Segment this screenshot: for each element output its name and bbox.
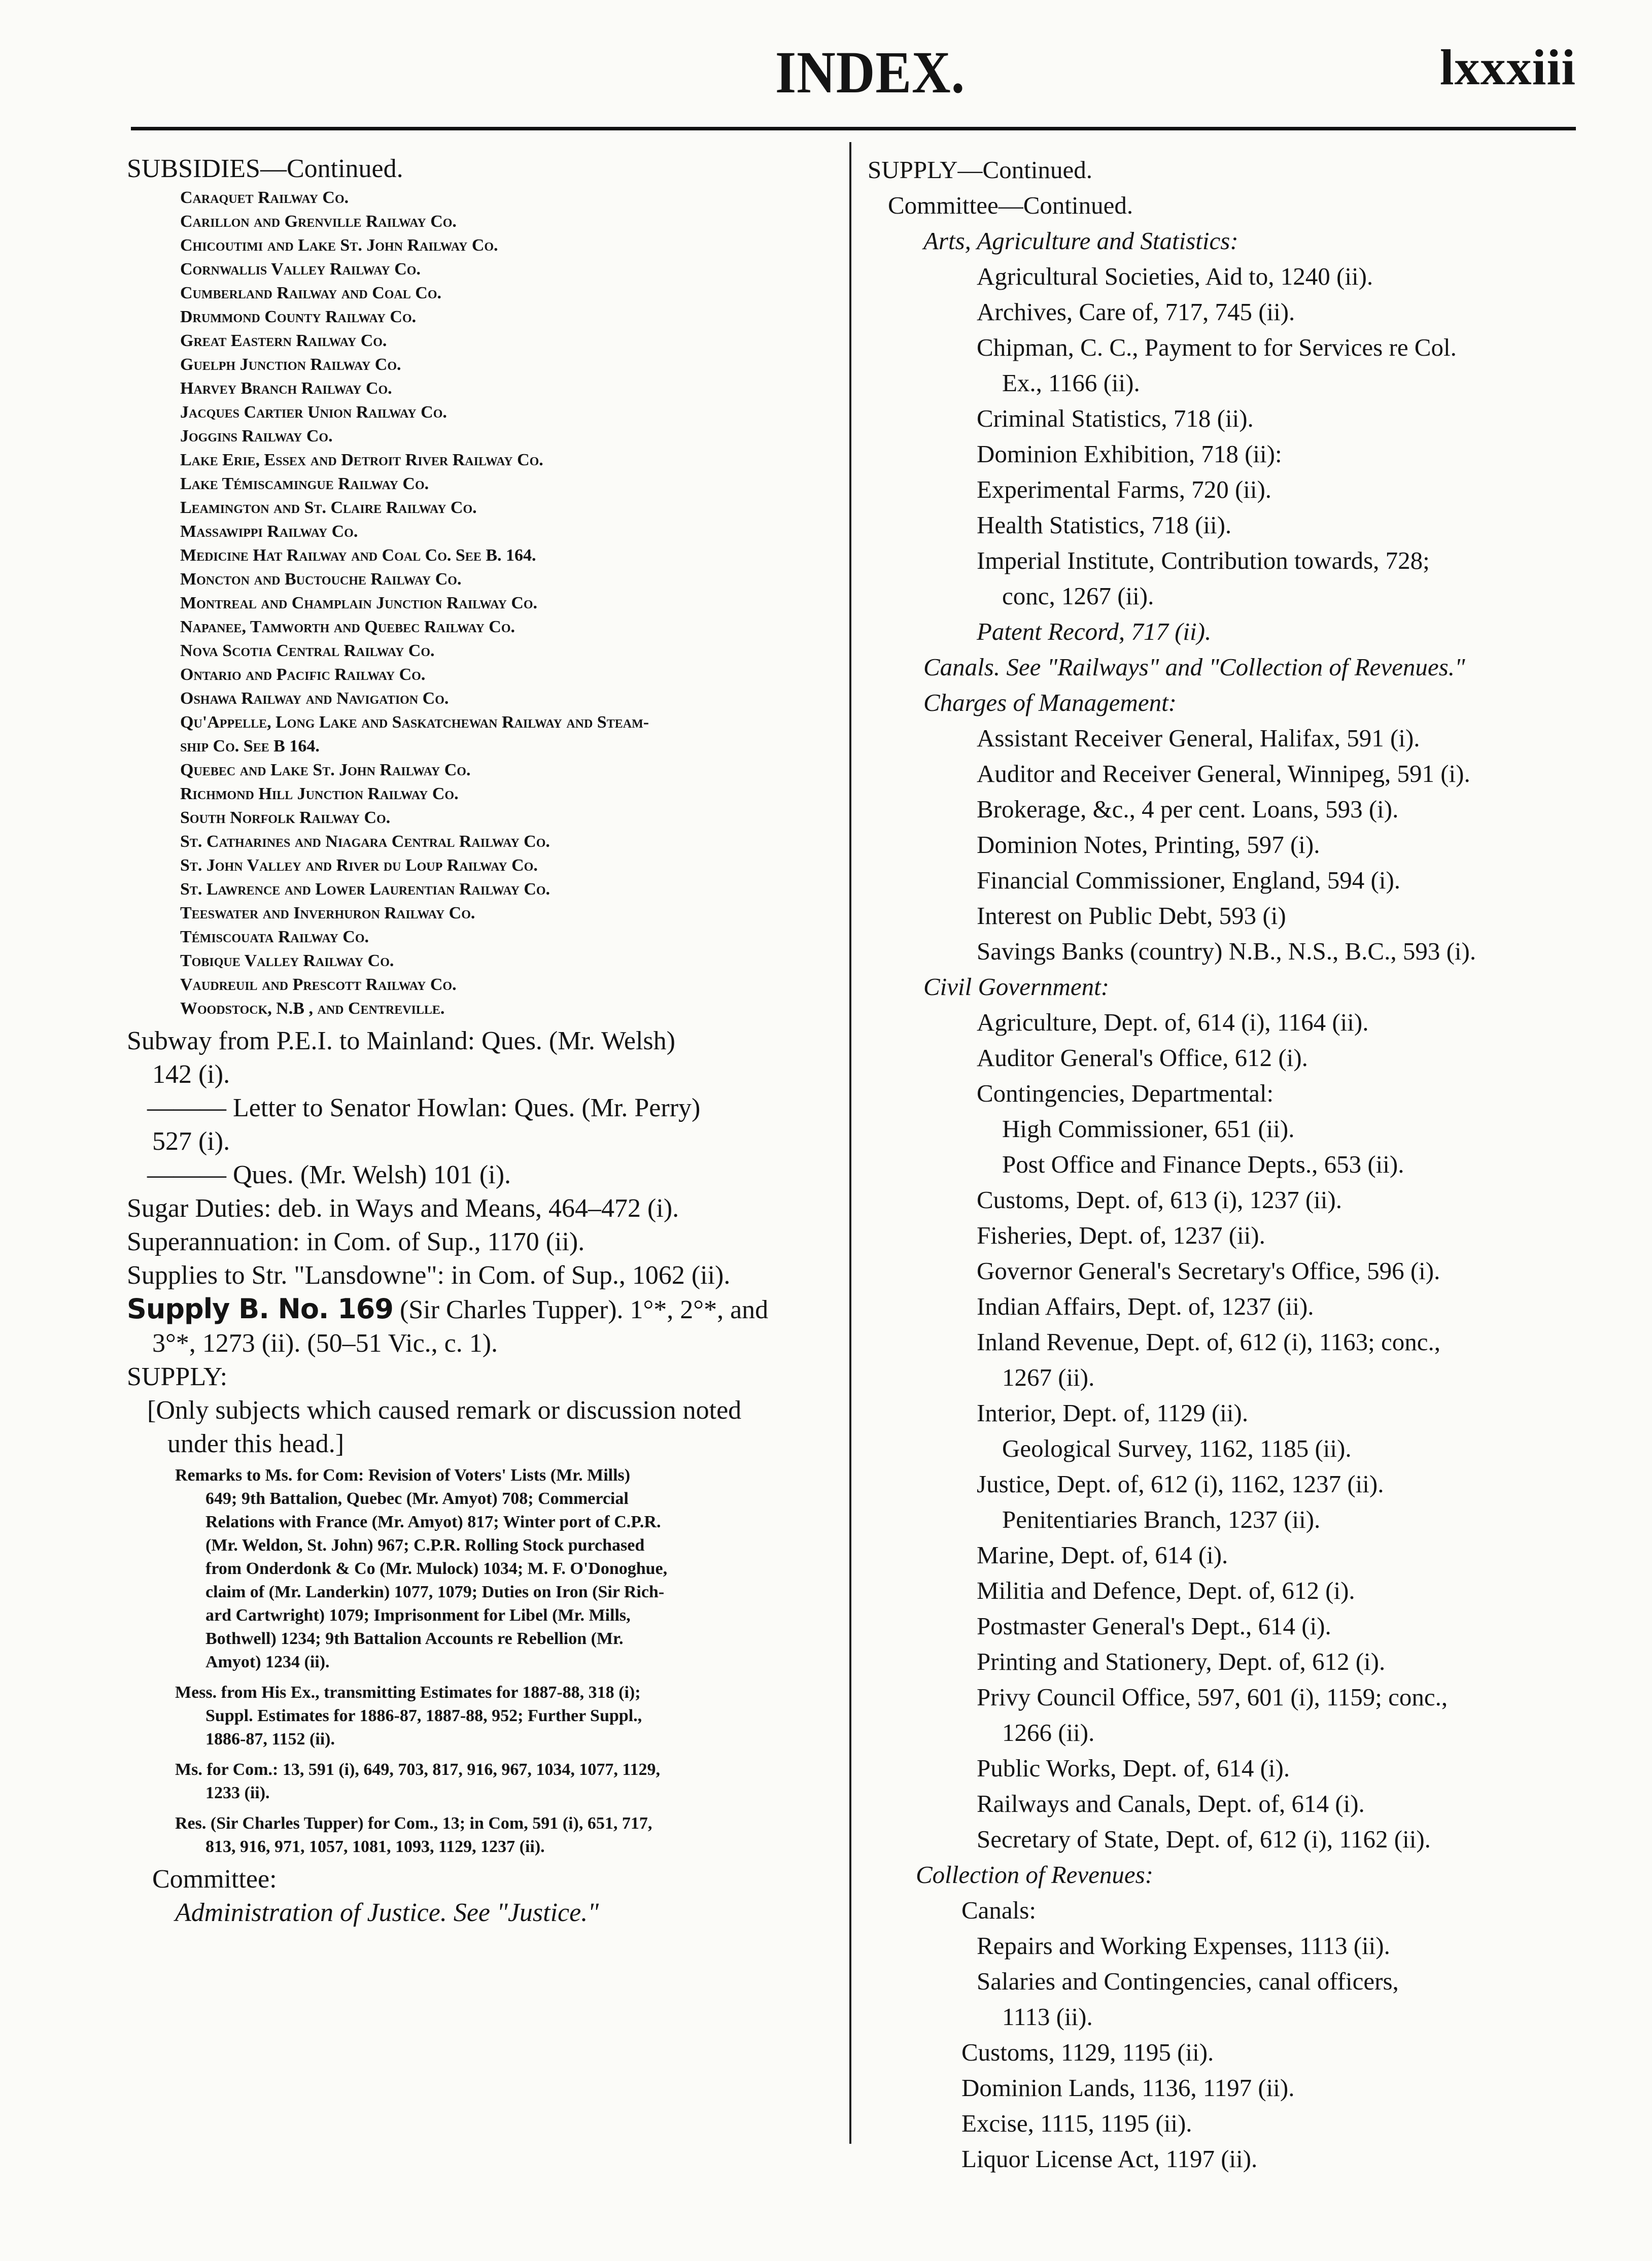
index-entry-superannuation: Superannuation: in Com. of Sup., 1170 (ii). (127, 1227, 585, 1256)
index-line: Postmaster General's Dept., 614 (i). (977, 1612, 1331, 1640)
remarks-line: Remarks to Ms. for Com: Revision of Voters' Lists (Mr. Mills) (175, 1466, 631, 1485)
railway-subsidy-item: St. Lawrence and Lower Laurentian Railway Co. (180, 880, 550, 899)
index-line: Financial Commissioner, England, 594 (i). (977, 866, 1401, 894)
index-line: Privy Council Office, 597, 601 (i), 1159; conc., (977, 1683, 1448, 1711)
railway-subsidy-list (127, 186, 835, 1020)
bill-detail: (Sir Charles Tupper). 1°*, 2°*, and (393, 1295, 769, 1324)
railway-subsidy-item: Great Eastern Railway Co. (180, 331, 387, 350)
railway-subsidy-item: Drummond County Railway Co. (180, 307, 417, 326)
railway-subsidy-item: Nova Scotia Central Railway Co. (180, 641, 435, 660)
index-entry-subway-letter-cont: 527 (i). (152, 1127, 230, 1156)
supply-heading: SUPPLY: (127, 1362, 228, 1391)
railway-subsidy-item: Joggins Railway Co. (180, 427, 333, 446)
railway-subsidy-item: Qu'Appelle, Long Lake and Saskatchewan Railway and Steam- (180, 713, 649, 732)
index-line: Public Works, Dept. of, 614 (i). (977, 1754, 1290, 1782)
index-line: Customs, 1129, 1195 (ii). (961, 2038, 1214, 2066)
resolutions-list (175, 1812, 835, 1859)
index-line: Militia and Defence, Dept. of, 612 (i). (977, 1577, 1355, 1604)
railway-subsidy-item: St. John Valley and River du Loup Railway Co. (180, 856, 538, 875)
index-line: Excise, 1115, 1195 (ii). (961, 2109, 1192, 2137)
railway-subsidy-item: Lake Témiscamingue Railway Co. (180, 474, 429, 493)
index-line: Agriculture, Dept. of, 614 (i), 1164 (ii). (977, 1008, 1369, 1036)
messages-line: Mess. from His Ex., transmitting Estimates for 1887-88, 318 (i); (175, 1683, 641, 1702)
index-line: 1266 (ii). (1002, 1719, 1095, 1746)
motions-list (175, 1758, 835, 1805)
index-line: Inland Revenue, Dept. of, 612 (i), 1163; conc., (977, 1328, 1440, 1356)
committee-heading: Committee: (152, 1865, 277, 1894)
index-line: Railways and Canals, Dept. of, 614 (i). (977, 1790, 1365, 1818)
messages-line: 1886-87, 1152 (ii). (205, 1730, 335, 1749)
railway-subsidy-item: Harvey Branch Railway Co. (180, 379, 392, 398)
railway-subsidy-item: Leamington and St. Claire Railway Co. (180, 498, 477, 517)
messages-list (175, 1681, 835, 1751)
railway-subsidy-item: Oshawa Railway and Navigation Co. (180, 689, 449, 708)
index-line: Dominion Notes, Printing, 597 (i). (977, 831, 1320, 859)
index-line: Indian Affairs, Dept. of, 1237 (ii). (977, 1292, 1314, 1320)
supply-note: [Only subjects which caused remark or discussion noted (147, 1396, 742, 1425)
railway-subsidy-item: Guelph Junction Railway Co. (180, 355, 401, 374)
index-line: Contingencies, Departmental: (977, 1079, 1274, 1107)
index-entry-sugar: Sugar Duties: deb. in Ways and Means, 464–472 (i). (127, 1194, 679, 1223)
index-line: Interior, Dept. of, 1129 (ii). (977, 1399, 1249, 1427)
index-line: Auditor and Receiver General, Winnipeg, 591 (i). (977, 760, 1470, 787)
railway-subsidy-item: Chicoutimi and Lake St. John Railway Co. (180, 236, 498, 255)
index-line: 1113 (ii). (1002, 2003, 1093, 2031)
railway-subsidy-item: Tobique Valley Railway Co. (180, 951, 394, 970)
remarks-line: ard Cartwright) 1079; Imprisonment for Libel (Mr. Mills, (205, 1606, 631, 1625)
index-line: Interest on Public Debt, 593 (i) (977, 902, 1286, 930)
index-line: Repairs and Working Expenses, 1113 (ii). (977, 1932, 1390, 1960)
index-line: Criminal Statistics, 718 (ii). (977, 404, 1254, 432)
index-line: Dominion Exhibition, 718 (ii): (977, 440, 1282, 468)
index-line: Penitentiaries Branch, 1237 (ii). (1002, 1505, 1321, 1533)
resolutions-line: Res. (Sir Charles Tupper) for Com., 13; in Com, 591 (i), 651, 717, (175, 1814, 652, 1833)
railway-subsidy-item: Cornwallis Valley Railway Co. (180, 260, 421, 279)
index-line: Marine, Dept. of, 614 (i). (977, 1541, 1228, 1569)
motions-line: 1233 (ii). (205, 1784, 270, 1802)
index-line: Fisheries, Dept. of, 1237 (ii). (977, 1221, 1265, 1249)
index-line: Assistant Receiver General, Halifax, 591 (i). (977, 724, 1420, 752)
index-line: Patent Record, 717 (ii). (977, 618, 1212, 645)
railway-subsidy-item: Medicine Hat Railway and Coal Co. See B. 164. (180, 546, 536, 565)
index-entry-admin-justice: Administration of Justice. See "Justice." (175, 1898, 599, 1927)
railway-subsidy-item: Richmond Hill Junction Railway Co. (180, 784, 459, 803)
page-number: lxxxiii (1439, 39, 1576, 95)
railway-subsidy-item: Montreal and Champlain Junction Railway Co. (180, 594, 538, 612)
index-line: 1267 (ii). (1002, 1363, 1095, 1391)
index-line: Health Statistics, 718 (ii). (977, 511, 1232, 539)
index-line: Customs, Dept. of, 613 (i), 1237 (ii). (977, 1186, 1342, 1214)
railway-subsidy-item: Quebec and Lake St. John Railway Co. (180, 761, 471, 779)
railway-subsidy-item: Vaudreuil and Prescott Railway Co. (180, 975, 457, 994)
index-line: Secretary of State, Dept. of, 612 (i), 1162 (ii). (977, 1825, 1431, 1853)
index-line: Agricultural Societies, Aid to, 1240 (ii). (977, 262, 1373, 290)
remarks-line: claim of (Mr. Landerkin) 1077, 1079; Duties on Iron (Sir Rich- (205, 1583, 665, 1601)
railway-subsidy-item: ship Co. See B 164. (180, 737, 320, 756)
remarks-line: Relations with France (Mr. Amyot) 817; Winter port of C.P.R. (205, 1513, 661, 1531)
index-line: Arts, Agriculture and Statistics: (923, 227, 1238, 255)
railway-subsidy-item: Cumberland Railway and Coal Co. (180, 284, 441, 302)
index-entry-supplies: Supplies to Str. "Lansdowne": in Com. of Sup., 1062 (ii). (127, 1261, 731, 1290)
index-entry-supply-bill-cont: 3°*, 1273 (ii). (50–51 Vic., c. 1). (152, 1329, 498, 1358)
index-line: Charges of Management: (923, 689, 1177, 716)
index-line: conc, 1267 (ii). (1002, 582, 1154, 610)
remarks-block (127, 1464, 835, 1859)
bill-name: Supply B. No. 169 (127, 1293, 393, 1325)
index-line: Ex., 1166 (ii). (1002, 369, 1140, 397)
railway-subsidy-item: St. Catharines and Niagara Central Railway Co. (180, 832, 550, 851)
remarks-line: Bothwell) 1234; 9th Battalion Accounts re Rebellion (Mr. (205, 1629, 624, 1648)
railway-subsidy-item: Témiscouata Railway Co. (180, 928, 369, 946)
header-rule (131, 127, 1576, 130)
remarks-line: Amyot) 1234 (ii). (205, 1653, 330, 1671)
railway-subsidy-item: Napanee, Tamworth and Quebec Railway Co. (180, 618, 515, 636)
railway-subsidy-item: Massawippi Railway Co. (180, 522, 358, 541)
motions-line: Ms. for Com.: 13, 591 (i), 649, 703, 817, 916, 967, 1034, 1077, 1129, (175, 1760, 661, 1779)
remarks-line: 649; 9th Battalion, Quebec (Mr. Amyot) 708; Commercial (205, 1489, 629, 1508)
index-line: Dominion Lands, 1136, 1197 (ii). (961, 2074, 1295, 2102)
messages-line: Suppl. Estimates for 1886-87, 1887-88, 952; Further Suppl., (205, 1706, 642, 1725)
index-line: Civil Government: (923, 973, 1110, 1001)
index-line: Canals: (961, 1896, 1036, 1924)
index-entry-subway-letter: ——— Letter to Senator Howlan: Ques. (Mr. Perry) (147, 1093, 701, 1122)
railway-subsidy-item: Moncton and Buctouche Railway Co. (180, 570, 462, 589)
railway-subsidy-item: Carillon and Grenville Railway Co. (180, 212, 457, 231)
index-line: Salaries and Contingencies, canal officers, (977, 1967, 1399, 1995)
index-line: Post Office and Finance Depts., 653 (ii). (1002, 1150, 1404, 1178)
resolutions-line: 813, 916, 971, 1057, 1081, 1093, 1129, 1237 (ii). (205, 1837, 545, 1856)
remarks-line: (Mr. Weldon, St. John) 967; C.P.R. Rolling Stock purchased (205, 1536, 645, 1555)
index-line: Chipman, C. C., Payment to for Services re Col. (977, 333, 1457, 361)
page-title: INDEX. (775, 39, 966, 106)
section-heading: SUBSIDIES—Continued. (127, 154, 403, 183)
remarks-list (175, 1464, 835, 1674)
index-line: Liquor License Act, 1197 (ii). (961, 2145, 1258, 2173)
index-line: Governor General's Secretary's Office, 596 (i). (977, 1257, 1440, 1285)
index-line: Brokerage, &c., 4 per cent. Loans, 593 (i). (977, 795, 1399, 823)
index-line: High Commissioner, 651 (ii). (1002, 1115, 1295, 1143)
remarks-line: from Onderdonk & Co (Mr. Mulock) 1034; M. F. O'Donoghue, (205, 1559, 668, 1578)
railway-subsidy-item: South Norfolk Railway Co. (180, 808, 391, 827)
index-line: Imperial Institute, Contribution towards, 728; (977, 546, 1430, 574)
index-line: Canals. See "Railways" and "Collection of Revenues." (923, 653, 1465, 681)
railway-subsidy-item: Woodstock, N.B , and Centreville. (180, 999, 445, 1018)
index-line: Savings Banks (country) N.B., N.S., B.C., 593 (i). (977, 937, 1476, 965)
index-line: Experimental Farms, 720 (ii). (977, 475, 1272, 503)
railway-subsidy-item: Caraquet Railway Co. (180, 188, 349, 207)
index-line: Printing and Stationery, Dept. of, 612 (i). (977, 1648, 1386, 1675)
railway-subsidy-item: Ontario and Pacific Railway Co. (180, 665, 426, 684)
left-column (127, 152, 835, 1930)
index-line: Collection of Revenues: (916, 1861, 1154, 1889)
supply-note-cont: under this head.] (167, 1429, 345, 1458)
index-entry-subway: Subway from P.E.I. to Mainland: Ques. (Mr. Welsh) (127, 1026, 675, 1055)
railway-subsidy-item: Jacques Cartier Union Railway Co. (180, 403, 447, 422)
index-entry-subway-ques: ——— Ques. (Mr. Welsh) 101 (i). (147, 1160, 511, 1189)
index-line: SUPPLY—Continued. (868, 156, 1092, 184)
index-line: Justice, Dept. of, 612 (i), 1162, 1237 (ii). (977, 1470, 1384, 1498)
index-entry-supply-bill (127, 1292, 835, 1327)
right-column (868, 152, 1588, 2177)
railway-subsidy-item: Teeswater and Inverhuron Railway Co. (180, 904, 475, 922)
index-entry-subway-cont: 142 (i). (152, 1060, 230, 1089)
index-line: Archives, Care of, 717, 745 (ii). (977, 298, 1295, 326)
index-line: Auditor General's Office, 612 (i). (977, 1044, 1308, 1072)
railway-subsidy-item: Lake Erie, Essex and Detroit River Railway Co. (180, 451, 543, 469)
column-divider (849, 142, 851, 2144)
index-line: Committee—Continued. (888, 191, 1133, 219)
index-line: Geological Survey, 1162, 1185 (ii). (1002, 1434, 1352, 1462)
